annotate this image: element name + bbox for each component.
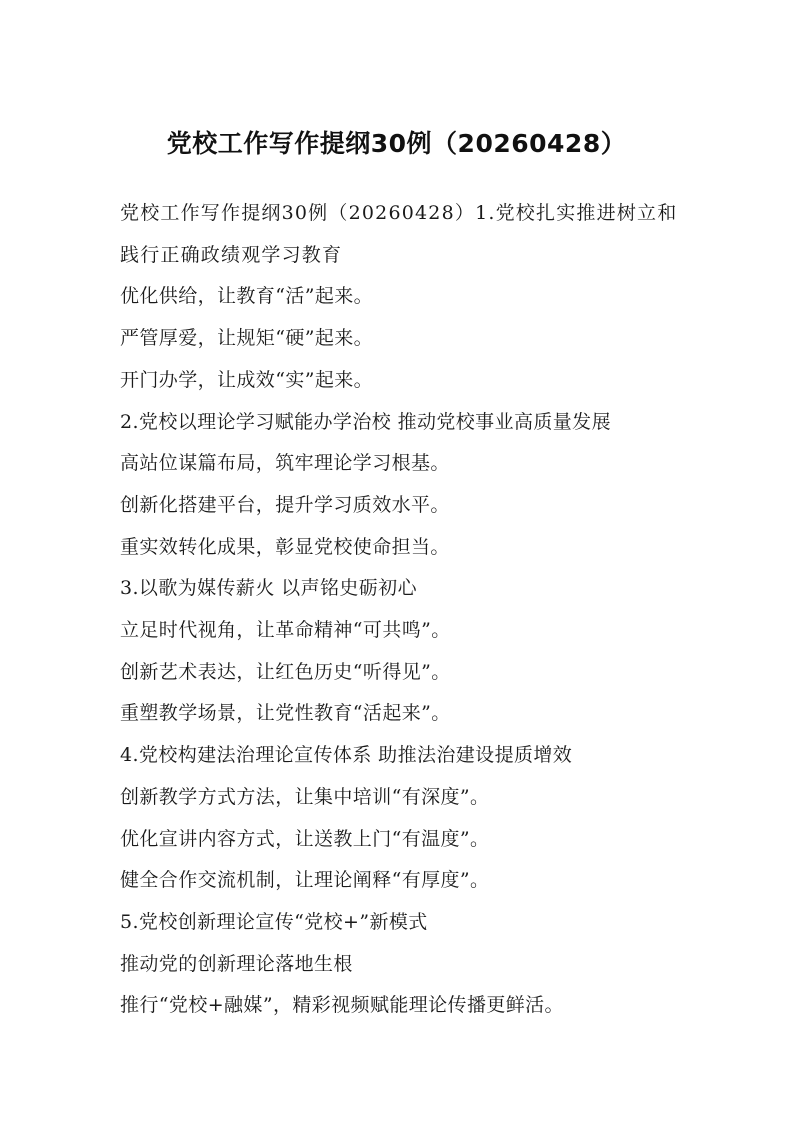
section-heading: 5.党校创新理论宣传“党校+”新模式 [120,910,428,933]
paragraph: 推动党的创新理论落地生根 [120,952,353,975]
section-heading: 3.以歌为媒传薪火 以声铭史砺初心 [120,577,417,600]
paragraph: 重实效转化成果，彰显党校使命担当。 [120,535,450,558]
paragraph: 创新化搭建平台，提升学习质效水平。 [120,493,450,516]
paragraph-intro: 党校工作写作提纲30例（20260428）1.党校扎实推进树立和践行正确政绩观学习教育 [120,202,678,266]
section-heading: 4.党校构建法治理论宣传体系 助推法治建设提质增效 [120,744,573,767]
paragraph: 优化供给，让教育“活”起来。 [120,285,374,308]
paragraph: 严管厚爱，让规矩“硬”起来。 [120,327,374,350]
section-heading: 2.党校以理论学习赋能办学治校 推动党校事业高质量发展 [120,410,611,433]
paragraph: 健全合作交流机制，让理论阐释“有厚度”。 [120,869,490,892]
paragraph: 优化宣讲内容方式，让送教上门“有温度”。 [120,827,490,850]
document-body [120,193,680,1027]
paragraph: 创新艺术表达，让红色历史“听得见”。 [120,660,451,683]
paragraph: 开门办学，让成效“实”起来。 [120,368,374,391]
paragraph: 重塑教学场景，让党性教育“活起来”。 [120,702,451,725]
paragraph: 推行“党校+融媒”，精彩视频赋能理论传播更鲜活。 [120,994,564,1017]
document-title: 党校工作写作提纲30例（20260428） [166,129,627,158]
paragraph: 高站位谋篇布局，筑牢理论学习根基。 [120,452,450,475]
paragraph: 创新教学方式方法，让集中培训“有深度”。 [120,785,490,808]
paragraph: 立足时代视角，让革命精神“可共鸣”。 [120,619,451,642]
